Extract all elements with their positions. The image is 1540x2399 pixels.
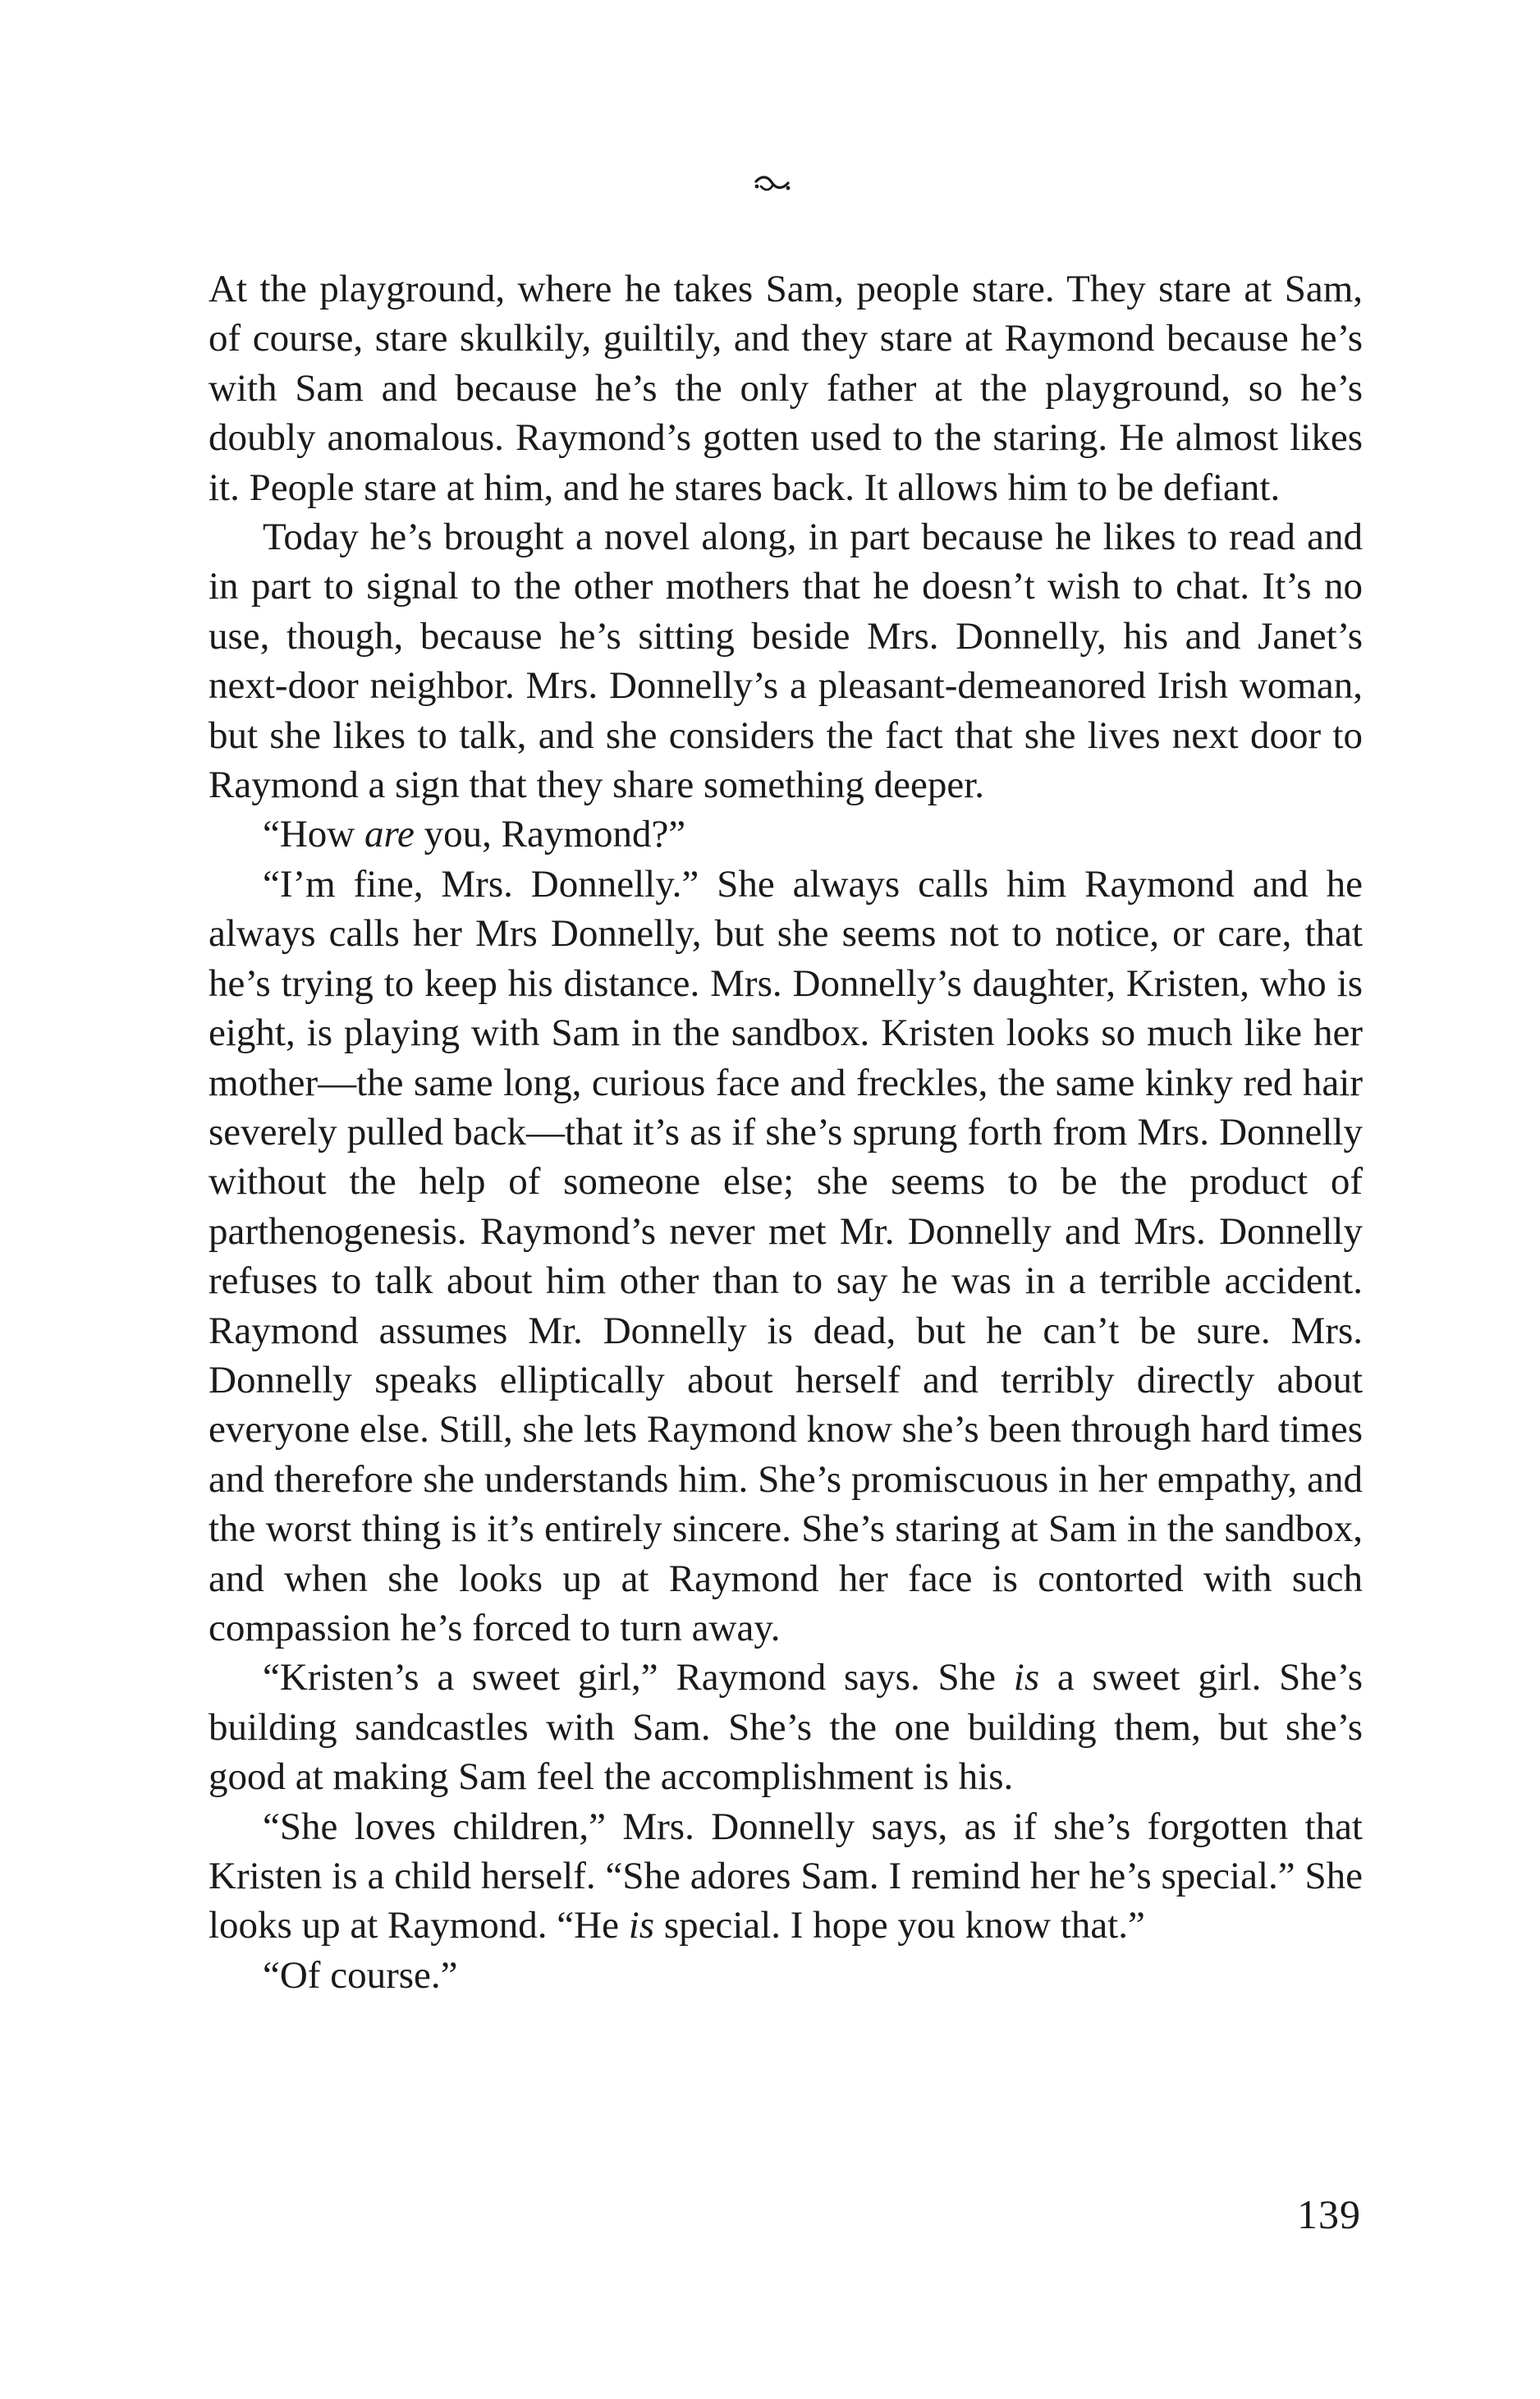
paragraph-im-fine: “I’m fine, Mrs. Donnelly.” She always calls him Raymond and he always calls her Mrs Donnelly, but she seems not to notice, or care, that he’s trying to keep his distance. Mrs. Donnelly’s daughter, Kristen, who is eight, is playing with Sam in the sandbox. Kristen looks so much like her mother—the same long, curious face and freckles, the same kinky red hair severely pulled back—that it’s as if she’s sprung forth from Mrs. Donnelly without the help of someone else; she seems to be the product of parthenogenesis. Raymond’s never met Mr. Donnelly and Mrs. Donnelly refuses to talk about him other than to say he was in a terrible accident. Raymond assumes Mr. Donnelly is dead, but he can’t be sure. Mrs. Donnelly speaks elliptically about herself and terribly directly about everyone else. Still, she lets Raymond know she’s been through hard times and therefore she understands him. She’s promiscuous in her empathy, and the worst thing is it’s entirely sincere. She’s staring at Sam in the sandbox, and when she looks up at Raymond her face is contorted with such compassion he’s forced to turn away.	[209, 862, 1363, 1649]
page-number: 139	[1297, 2191, 1361, 2237]
body-text	[209, 264, 1363, 2000]
paragraph-loves-children	[209, 1802, 1363, 1951]
emphasis-text: are	[364, 813, 415, 856]
emphasis-text: is	[1013, 1656, 1040, 1699]
paragraph-playground: At the playground, where he takes Sam, people stare. They stare at Sam, of course, stare skulkily, guiltily, and they stare at Raymond because he’s with Sam and because he’s the only father at the playground, so he’s doubly anomalous. Raymond’s gotten used to the staring. He almost likes it. People stare at him, and he stares back. It allows him to be defiant.	[209, 268, 1363, 509]
section-break-ornament-icon	[754, 174, 791, 195]
paragraph-text: a sweet girl. She’s building sandcastles with Sam. She’s the one building them, but she’s good at making Sam feel the accomplishment is his.	[209, 1656, 1363, 1799]
emphasis-text: is	[628, 1904, 655, 1947]
paragraph-kristen	[209, 1653, 1363, 1801]
paragraph-how-are-you	[209, 810, 1363, 859]
paragraph-text: special. I hope you know that.”	[654, 1904, 1145, 1947]
paragraph-novel: Today he’s brought a novel along, in part because he likes to read and in part to signal to the other mothers that he doesn’t wish to chat. It’s no use, though, because he’s sitting beside Mrs. Donnelly, his and Janet’s next-door neighbor. Mrs. Donnelly’s a pleasant-demeanored Irish woman, but she likes to talk, and she considers the fact that she lives next door to Raymond a sign that they share something deeper.	[209, 516, 1363, 807]
paragraph-of-course: “Of course.”	[263, 1953, 458, 1997]
paragraph-text: “Kristen’s a sweet girl,” Raymond says. She	[263, 1656, 1014, 1699]
dialogue-text: you, Raymond?”	[414, 813, 686, 856]
dialogue-text: “How	[263, 813, 364, 856]
paragraph-text: “She loves children,” Mrs. Donnelly says, as if she’s forgotten that Kristen is a child herself. “She adores Sam. I remind her he’s special.” She looks up at Raymond. “He	[209, 1805, 1363, 1947]
